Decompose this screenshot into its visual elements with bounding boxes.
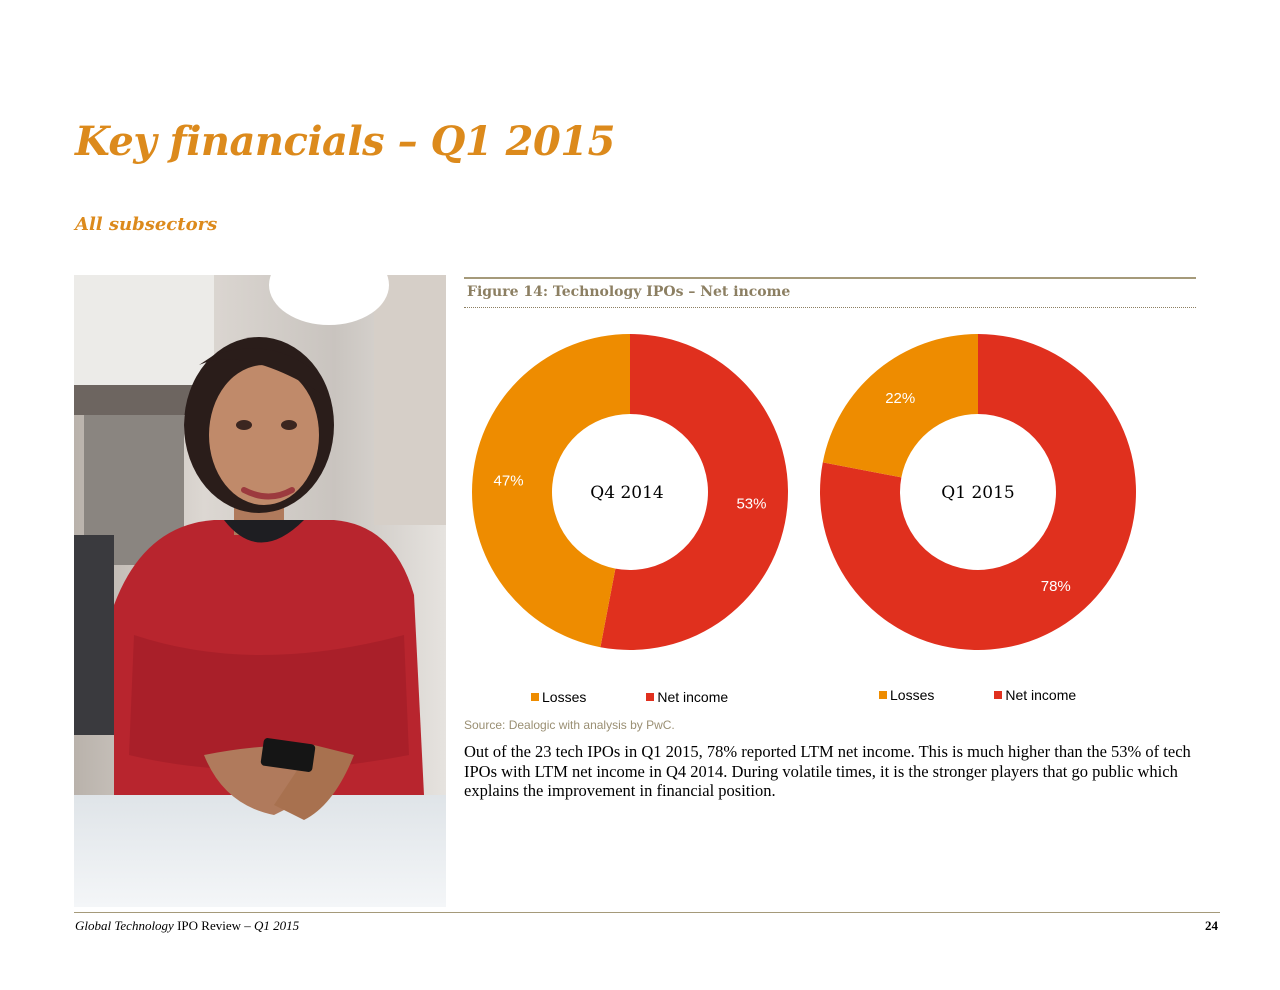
- donut-chart-q1-2015: [808, 325, 1148, 665]
- legend-item-losses: [531, 689, 586, 705]
- legend-label-losses: Losses: [890, 687, 935, 703]
- legend-item-net-income: [646, 689, 728, 705]
- legend-swatch-losses: [879, 691, 887, 699]
- figure-title: Figure 14: Technology IPOs – Net income: [467, 284, 791, 300]
- chart-center-label-q1-2015: Q1 2015: [941, 483, 1015, 503]
- legend-label-net-income: Net income: [1005, 687, 1077, 703]
- figure-top-rule: [464, 277, 1196, 279]
- page-number: 24: [1205, 918, 1218, 933]
- legend-label-losses: Losses: [542, 689, 587, 705]
- legend-swatch-losses: [531, 693, 539, 701]
- legend-label-net-income: Net income: [657, 689, 729, 705]
- footer-document-title: [75, 918, 299, 934]
- woman-with-phone-photo: [74, 275, 446, 907]
- chart-source-note: Source: Dealogic with analysis by PwC.: [464, 718, 675, 732]
- donut-chart-q4-2014: [460, 325, 800, 665]
- footer-title-part1: Global Technology: [75, 918, 174, 933]
- chart-center-label-q4-2014: Q4 2014: [590, 483, 664, 503]
- footer-title-part2: IPO Review –: [173, 918, 254, 933]
- legend-swatch-net-income: [646, 693, 654, 701]
- donut-data-label-losses: 22%: [885, 389, 916, 407]
- legend-item-losses: [879, 687, 934, 703]
- donut-data-label-losses: 47%: [493, 472, 524, 490]
- body-paragraph: Out of the 23 tech IPOs in Q1 2015, 78% reported LTM net income. This is much higher than the 53% of tech IPOs with LTM net income in Q4 2014. During volatile times, it is the stronger players that go public which explains the improvement in financial position.: [464, 742, 1191, 800]
- donut-data-label-net-income: 53%: [736, 495, 767, 513]
- page-title: Key financials – Q1 2015: [75, 118, 615, 165]
- legend-q4-2014: [531, 689, 728, 705]
- page-subtitle: All subsectors: [75, 214, 218, 235]
- legend-item-net-income: [994, 687, 1076, 703]
- legend-swatch-net-income: [994, 691, 1002, 699]
- figure-dotted-rule: [464, 307, 1196, 308]
- legend-q1-2015: [879, 687, 1076, 703]
- footer-rule: [74, 912, 1220, 913]
- footer-title-part3: Q1 2015: [254, 918, 300, 933]
- donut-data-label-net-income: 78%: [1040, 578, 1071, 596]
